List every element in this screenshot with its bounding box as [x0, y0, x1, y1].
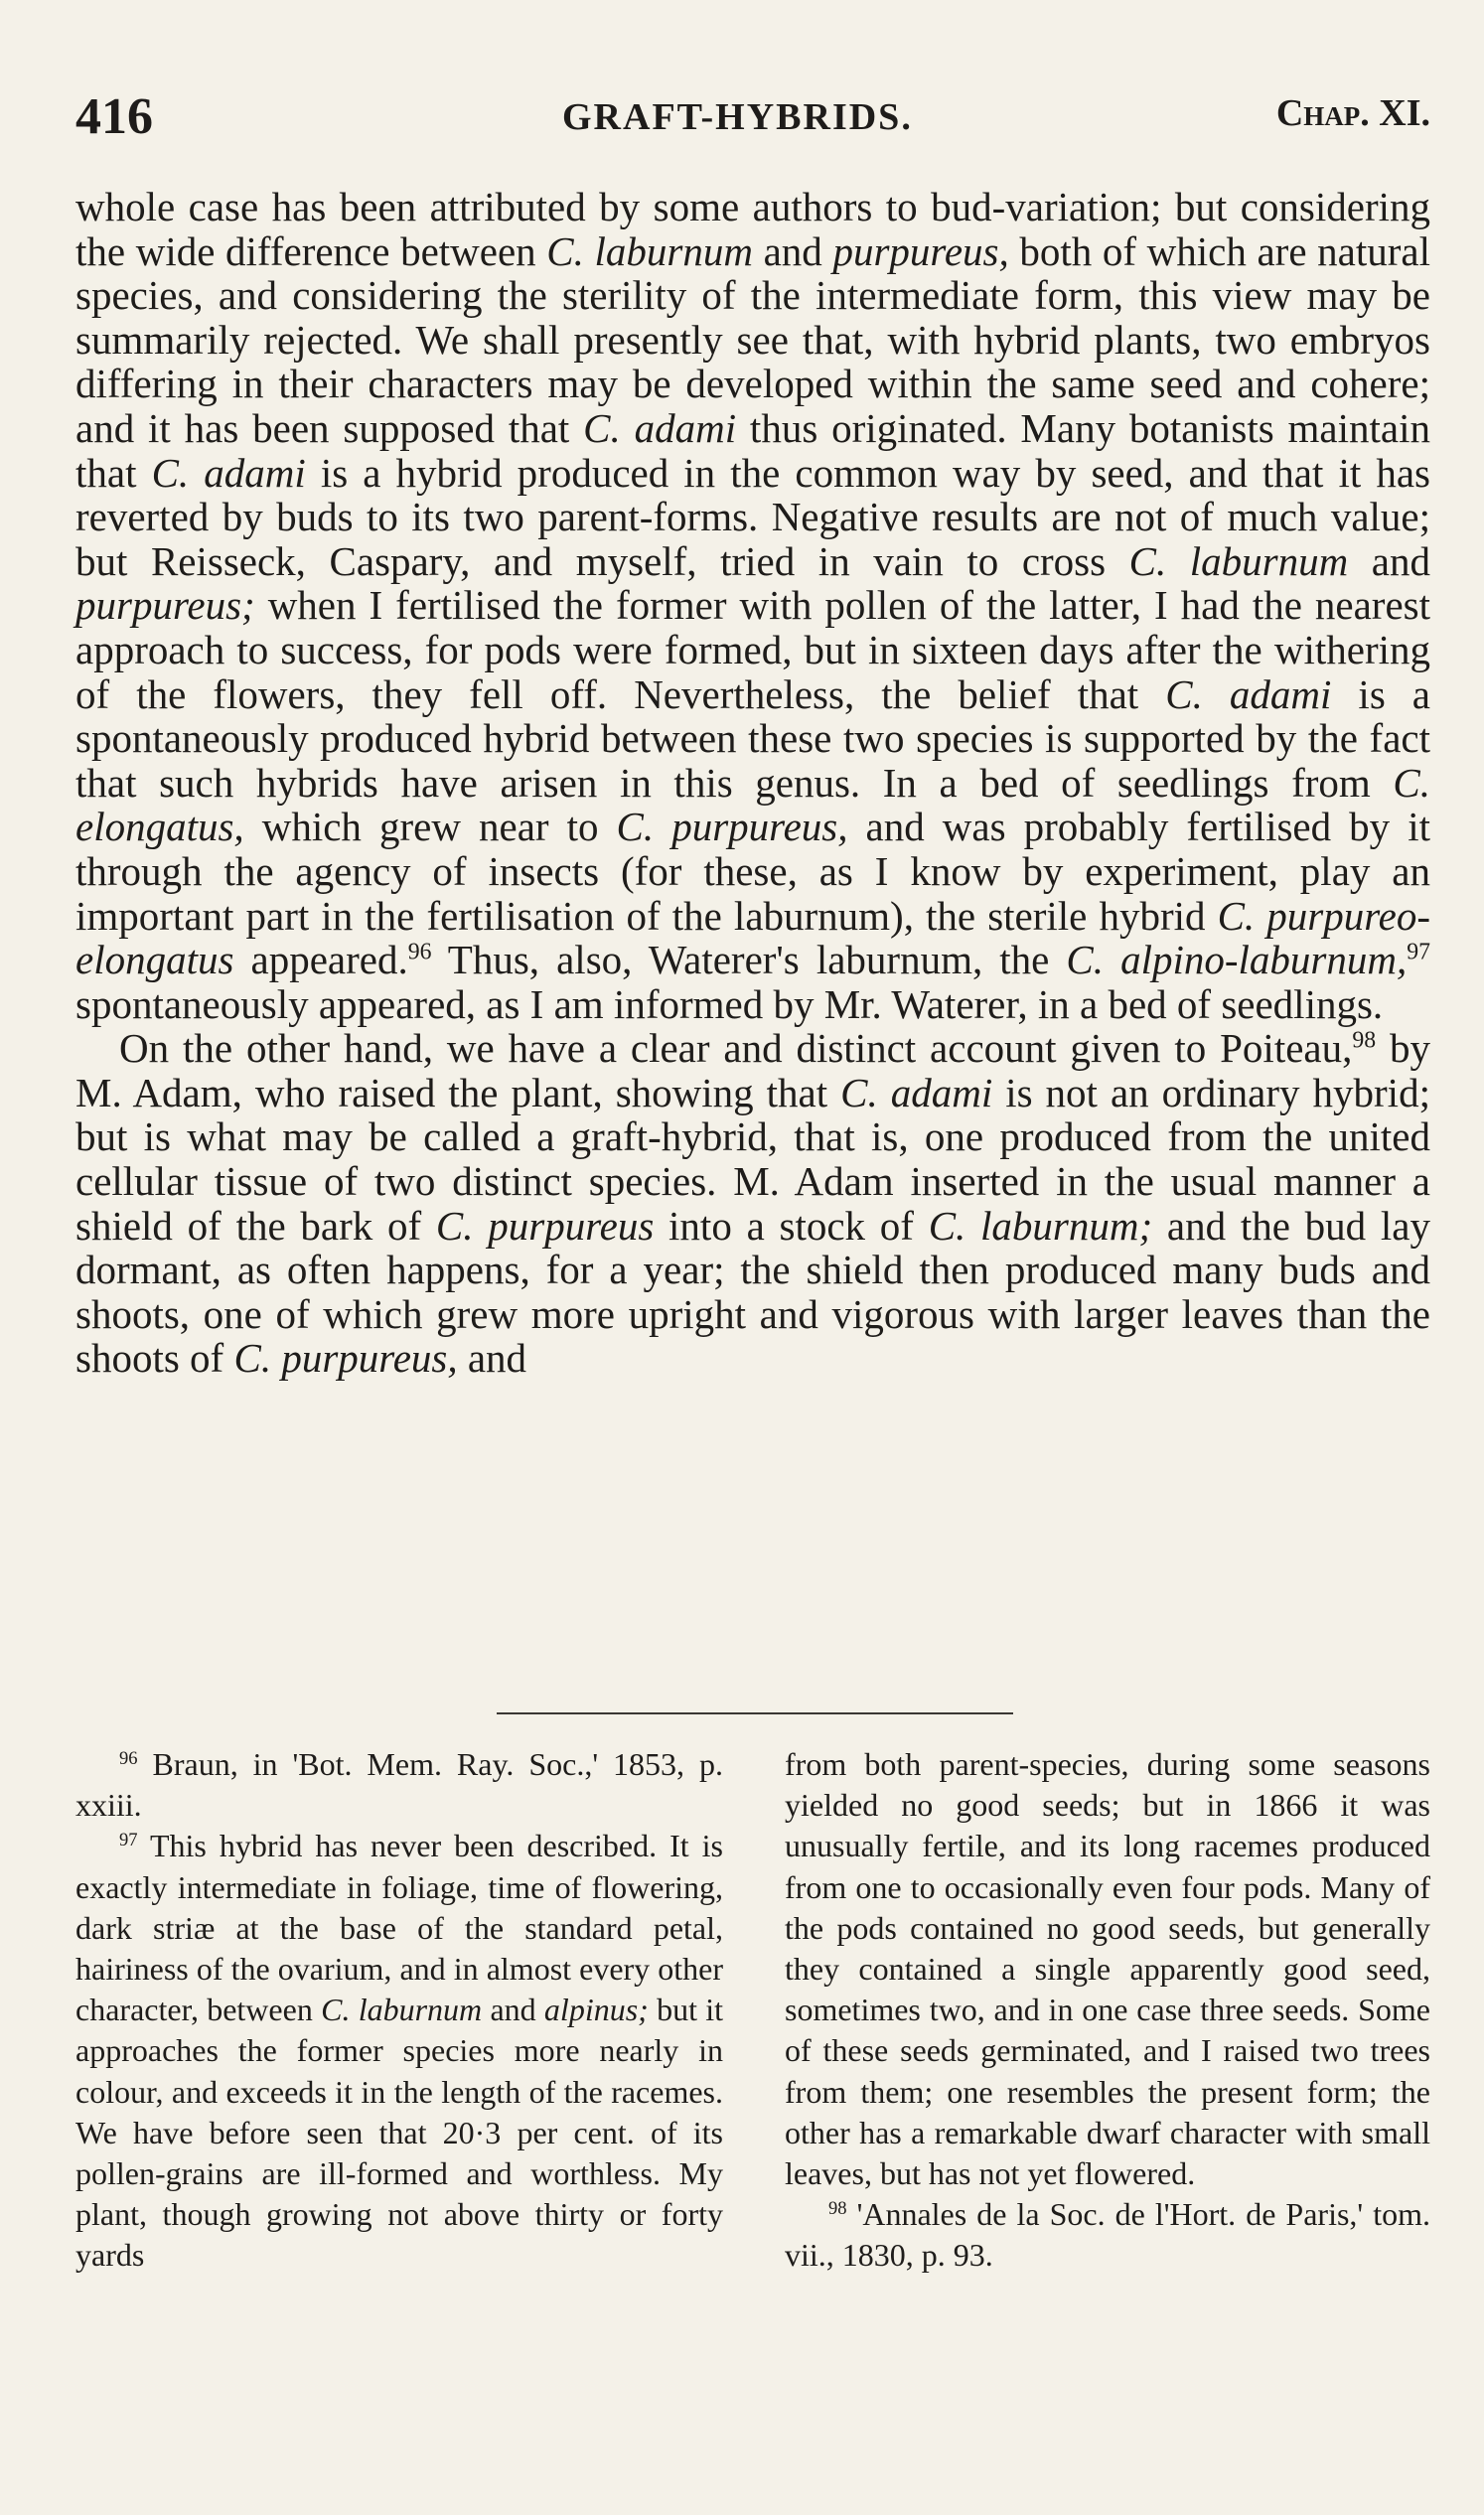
- footnote-97-continued: from both parent-species, during some seasons yielded no good seeds; but in 1866 it was unusually fertile, and its long racemes produced from one to occasionally even four pods. Many of the pods contained no good seeds, but generally they contained a single apparently good seed, sometimes two, and in one case three seeds. Some of these seeds germinated, and I raised two trees from them; one resembles the present form; the other has a remarkable dwarf character with small leaves, but has not yet flowered.: [785, 1746, 1430, 2192]
- page-number: 416: [75, 88, 153, 145]
- paragraph-continuation: whole case has been attributed by some authors to bud-variation; but considering the wide difference between C. laburnum and purpureus, both of which are natural species, and considering the sterility of the intermediate form, this view may be summarily rejected. We shall presently see that, with hybrid plants, two embryos differing in their characters may be developed within the same seed and cohere; and it has been supposed that C. adami thus originated. Many botanists maintain that C. adami is a hybrid produced in the common way by seed, and that it has reverted by buds to its two parent-forms. Negative results are not of much value; but Reisseck, Caspary, and myself, tried in vain to cross C. laburnum and purpureus; when I fertilised the former with pollen of the latter, I had the nearest approach to success, for pods were formed, but in sixteen days after the withering of the flowers, they fell off. Nevertheless, the belief that C. adami is a spontaneously produced hybrid between these two species is supported by the fact that such hybrids have arisen in this genus. In a bed of seedlings from C. elongatus, which grew near to C. purpureus, and was probably fertilised by it through the agency of insects (for these, as I know by experiment, play an important part in the fertilisation of the laburnum), the sterile hybrid C. purpureo-elongatus appeared.$^{96}$ Thus, also, Waterer's laburnum, the C. alpino-laburnum,$^{97}$ spontaneously appeared, as I am informed by Mr. Waterer, in a bed of seedlings.: [75, 184, 1431, 1027]
- footnote-ref-98: 98: [1352, 1028, 1377, 1055]
- paragraph-graft-hybrid: On the other hand, we have a clear and distinct account given to Poiteau,$^{98}$ by M. Adam, who raised the plant, showing that C. adami is not an ordinary hybrid; but is what may be called a graft-hybrid, that is, one produced from the united cellular tissue of two distinct species. M. Adam inserted in the usual manner a shield of the bark of C. purpureus into a stock of C. laburnum; and the bud lay dormant, as often happens, for a year; the shield then produced many buds and shoots, one of which grew more upright and vigorous with larger leaves than the shoots of C. purpureus, and: [75, 1025, 1430, 1382]
- chapter-label: Chap. XI.: [1275, 92, 1430, 134]
- footnote-ref-97: 97: [1407, 939, 1430, 965]
- footnote-ref-96: 96: [407, 939, 432, 965]
- footnotes-left-column: [75, 1744, 723, 2277]
- main-text: [75, 185, 1430, 1381]
- footnote-divider: [497, 1712, 1013, 1714]
- running-title: GRAFT-HYBRIDS.: [562, 96, 913, 138]
- page-header: [75, 87, 1430, 147]
- footnote-96: $^{96}$ Braun, in 'Bot. Mem. Ray. Soc.,' 1853, p. xxiii.: [75, 1746, 723, 1824]
- footnotes-right-column: [785, 1744, 1430, 2277]
- footnote-97: $^{97}$ This hybrid has never been described. It is exactly intermediate in foliage, time of flowering, dark striæ at the base of the standard petal, hairiness of the ovarium, and in almost every other character, between C. laburnum and alpinus; but it approaches the former species more nearly in colour, and exceeds it in the length of the racemes. We have before seen that 20·3 per cent. of its pollen-grains are ill-formed and worthless. My plant, though growing not above thirty or forty yards: [75, 1828, 724, 2274]
- footnote-98: $^{98}$ 'Annales de la Soc. de l'Hort. de Paris,' tom. vii., 1830, p. 93.: [785, 2196, 1430, 2274]
